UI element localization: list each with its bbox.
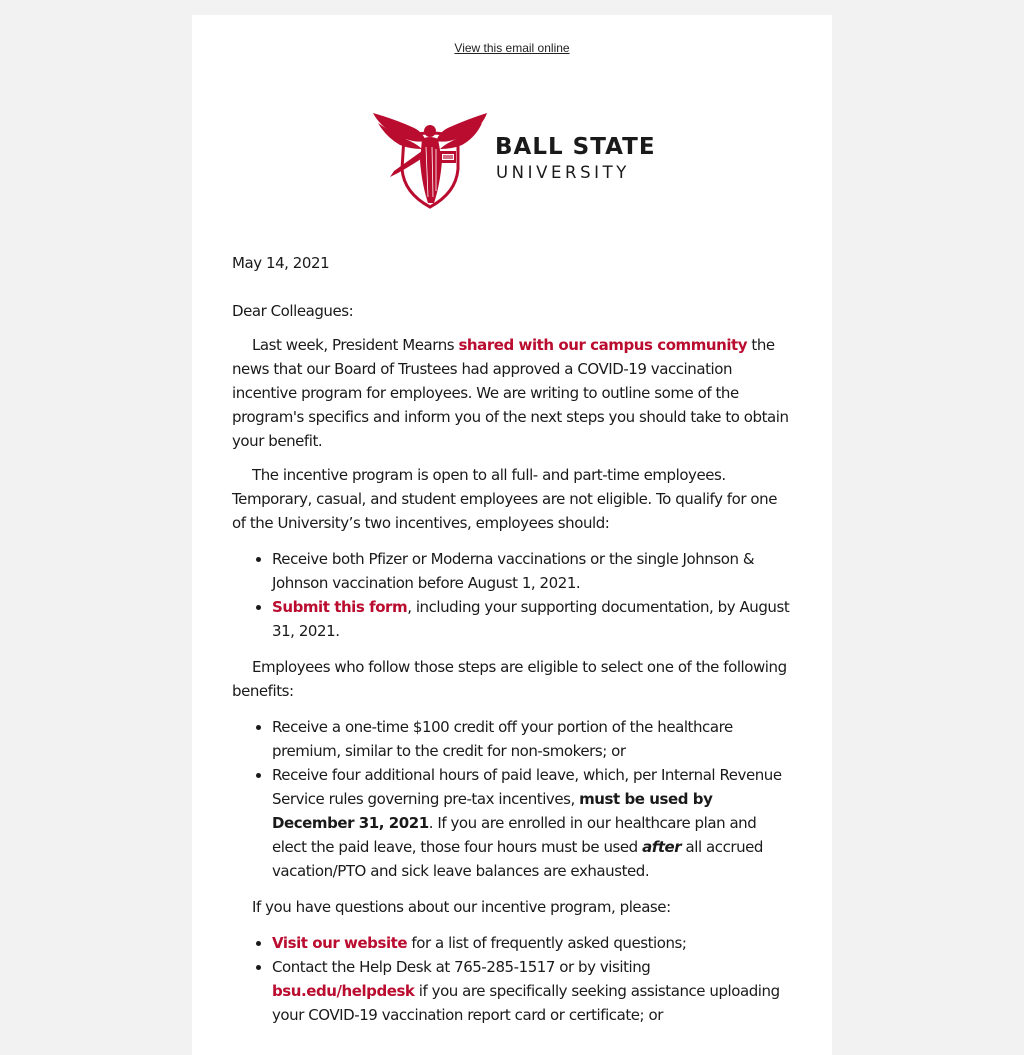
visit-website-link[interactable]: Visit our website (272, 934, 408, 952)
list-item (272, 931, 794, 955)
text: if you are specifically seeking assistance uploading your COVID-19 vaccination report card or certificate; or (272, 982, 780, 1024)
text: Last week, President Mearns (252, 336, 459, 354)
text: all accrued vacation/PTO and sick leave balances are exhausted. (272, 838, 763, 880)
text: the news that our Board of Trustees had approved a COVID-19 vaccination incentive program for employees. We are writing to outline some of the program's specifics and inform you of the next steps you should take to obtain your benefit. (232, 336, 789, 450)
text: . If you are enrolled in our healthcare plan and elect the paid leave, those four hours must be used (272, 814, 757, 856)
list-item (272, 595, 794, 643)
text: Receive four additional hours of paid leave, which, per Internal Revenue Service rules governing pre-tax incentives, (272, 766, 782, 808)
after-emphasis: after (642, 838, 682, 856)
submit-form-link[interactable]: Submit this form (272, 598, 408, 616)
letter-content (232, 251, 794, 1039)
qualification-steps-list (232, 547, 794, 643)
wordmark-university: UNIVERSITY (496, 163, 630, 182)
salutation: Dear Colleagues: (232, 302, 354, 320)
questions-list (232, 931, 794, 1027)
benefits-list (232, 715, 794, 883)
paragraph-benefits-intro: Employees who follow those steps are eligible to select one of the following benefits: (232, 658, 787, 700)
text: for a list of frequently asked questions; (407, 934, 687, 952)
view-online-bar (192, 41, 832, 55)
text: , including your supporting documentation, by August 31, 2021. (272, 598, 790, 640)
email-body (192, 15, 832, 1055)
campus-community-link[interactable]: shared with our campus community (458, 336, 748, 354)
text: Contact the Help Desk at 765-285-1517 or by visiting (272, 958, 651, 976)
view-online-link[interactable]: View this email online (454, 41, 570, 55)
letter-date: May 14, 2021 (232, 254, 330, 272)
paragraph-questions: If you have questions about our incentive program, please: (252, 898, 671, 916)
deadline-bold: must be used by December 31, 2021 (272, 790, 713, 832)
list-item (272, 763, 794, 883)
list-item (272, 955, 794, 1027)
helpdesk-link[interactable]: bsu.edu/helpdesk (272, 982, 415, 1000)
list-item: • Receive both Pfizer or Moderna vaccinations or the single Johnson & Johnson vaccination before August 1, 2021. (272, 547, 794, 595)
cardinal-emblem-icon (372, 111, 492, 211)
paragraph-eligibility: The incentive program is open to all full- and part-time employees. Temporary, casual, and student employees are not eligible. To qualify for one of the University’s two incentives, employees should: (232, 466, 777, 532)
wordmark-ball-state: BALL STATE (495, 134, 656, 160)
ball-state-logo (372, 111, 654, 211)
list-item: • Receive a one-time $100 credit off your portion of the healthcare premium, similar to the credit for non-smokers; or (272, 715, 794, 763)
paragraph-intro (232, 333, 794, 453)
